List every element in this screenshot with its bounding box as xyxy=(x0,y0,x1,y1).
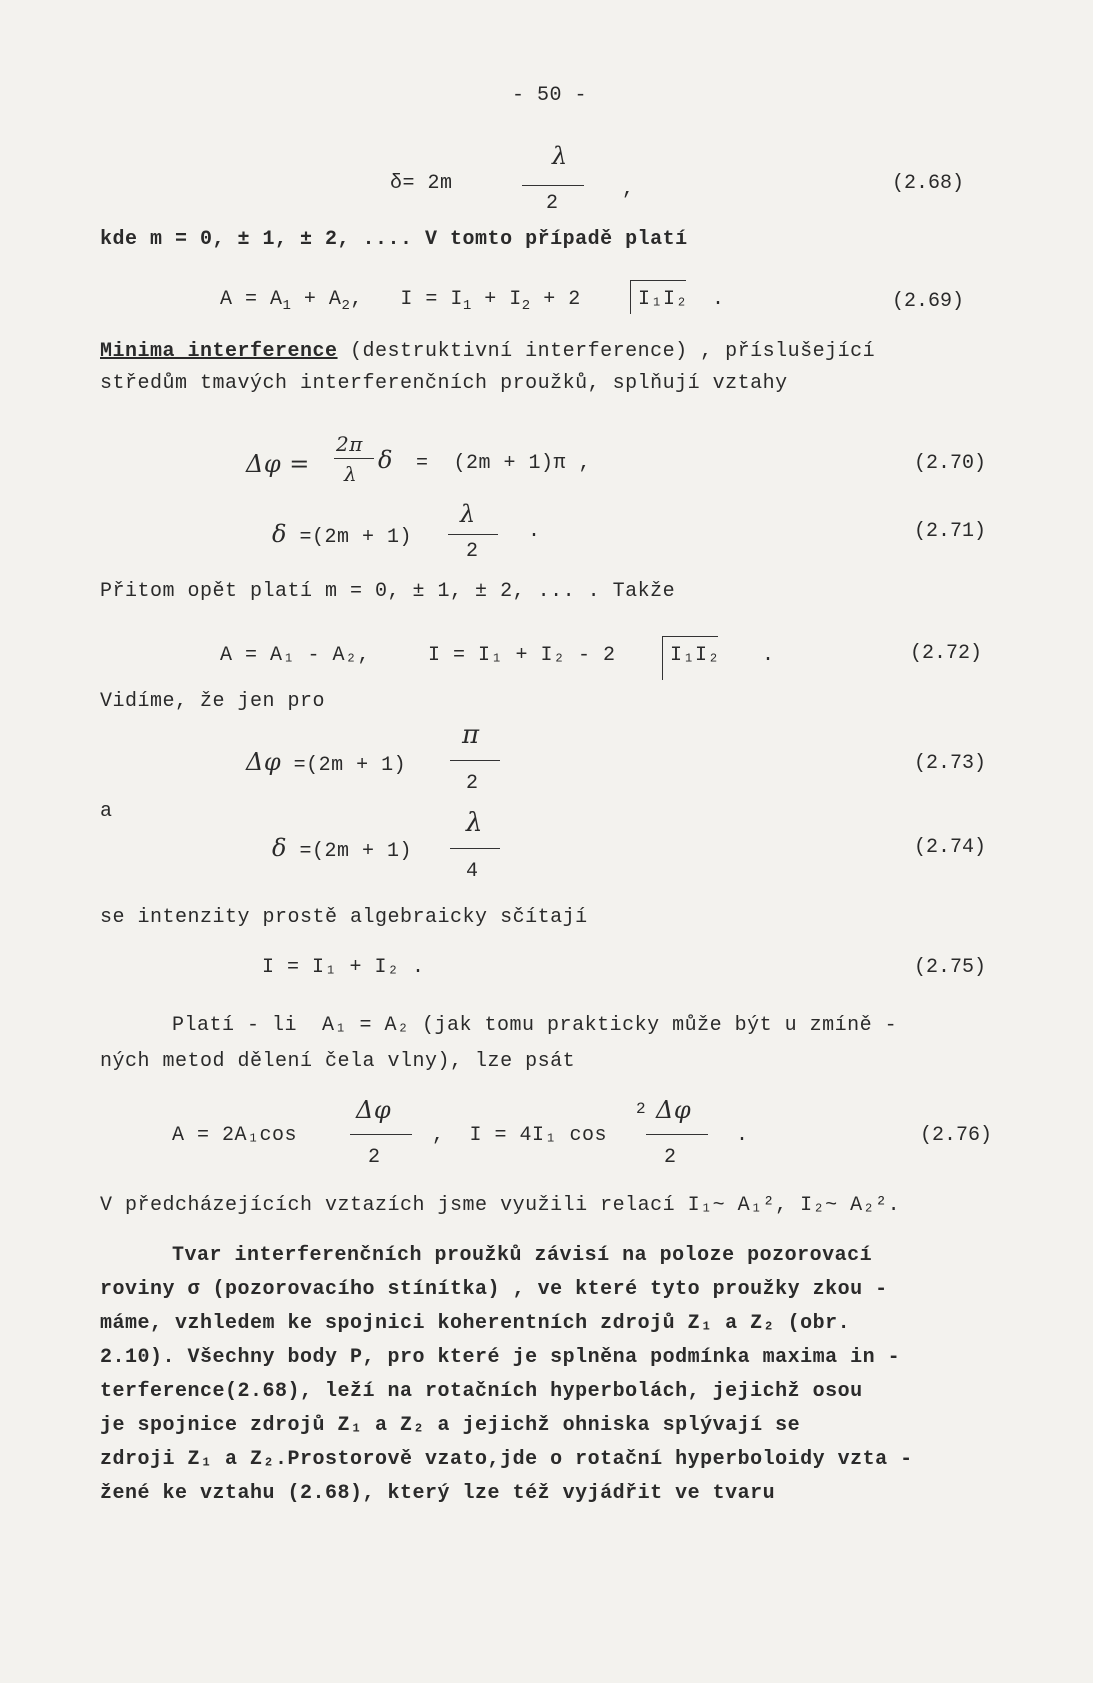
paragraph-line-5: terference(2.68), leží na rotačních hyperbolách, jejichž osou xyxy=(100,1380,863,1403)
eq73-fraction-line xyxy=(450,760,500,761)
text-line-pritom: Přitom opět platí m = 0, ± 1, ± 2, ... . Takže xyxy=(100,580,676,603)
paragraph-line-2: roviny σ (pozorovacího stínítka) , ve které tyto proužky zkou - xyxy=(100,1278,888,1301)
eq69-amplitude: $A = A_1 + A_2$, $I = I_1 + I_2 + 2$ xyxy=(220,288,581,314)
eq73-lhs: Δφ =(2m + 1) xyxy=(246,748,407,777)
text-line-stredum: středům tmavých interferenčních proužků, splňují vztahy xyxy=(100,372,788,395)
eq71-lhs: δ =(2m + 1) xyxy=(272,520,412,549)
text-line-vidime: Vidíme, že jen pro xyxy=(100,690,326,713)
eq72-sqrt-sign xyxy=(662,636,663,680)
eq74-numerator: λ xyxy=(466,808,483,838)
eq68-number: (2.68) xyxy=(892,172,965,195)
paragraph-line-3: máme, vzhledem ke spojnici koherentních zdrojů Z₁ a Z₂ (obr. xyxy=(100,1312,851,1335)
text-line-kde: kde m = 0, ± 1, ± 2, .... V tomto případě platí xyxy=(100,228,688,251)
text-line-minima: Minima interference (destruktivní interference) , příslušející xyxy=(100,340,876,363)
eq76-end: . xyxy=(736,1124,749,1147)
eq71-denominator: 2 xyxy=(466,540,479,563)
paragraph-line-1: Tvar interferenčních proužků závisí na poloze pozorovací xyxy=(172,1244,873,1267)
paragraph-line-4: 2.10). Všechny body P, pro které je splněna podmínka maxima in - xyxy=(100,1346,901,1369)
eq72-amplitude: A = A₁ - A₂, xyxy=(220,644,371,667)
eq70-fraction-line xyxy=(334,458,374,459)
eq70-denominator: λ xyxy=(344,462,358,486)
eq68-denominator: 2 xyxy=(546,192,559,215)
eq72-sqrt-content: I₁I₂ xyxy=(670,644,721,667)
eq76-fraction-line1 xyxy=(350,1134,412,1135)
text-line-plati-li: Platí - li A₁ = A₂ (jak tomu prakticky může být u zmíně - xyxy=(172,1014,898,1037)
eq68-numerator: λ xyxy=(552,142,568,170)
page-number: - 50 - xyxy=(512,84,588,107)
eq76-number: (2.76) xyxy=(920,1124,993,1147)
eq68-comma: , xyxy=(622,178,635,201)
eq76-square: 2 xyxy=(636,1100,647,1118)
eq73-numerator: π xyxy=(462,720,480,750)
eq76-intensity: , I = 4I₁ cos xyxy=(432,1124,608,1147)
eq70-rhs: = (2m + 1)π , xyxy=(416,452,592,475)
eq74-number: (2.74) xyxy=(914,836,987,859)
eq71-number: (2.71) xyxy=(914,520,987,543)
eq68-lhs: δ= 2m xyxy=(390,172,453,195)
text-line-se-intenzity: se intenzity prostě algebraicky sčítají xyxy=(100,906,588,929)
paragraph-line-6: je spojnice zdrojů Z₁ a Z₂ a jejichž ohniska splývají se xyxy=(100,1414,801,1437)
text-line-predchazejicich: V předcházejících vztazích jsme využili relací I₁~ A₁², I₂~ A₂². xyxy=(100,1194,901,1217)
eq71-end: . xyxy=(528,520,541,543)
eq68-fraction-line xyxy=(522,185,584,186)
eq70-lhs: Δφ = xyxy=(246,450,310,478)
eq73-number: (2.73) xyxy=(914,752,987,775)
eq69-sqrt-bar xyxy=(630,280,686,281)
eq69-end: . xyxy=(712,288,725,311)
eq76-numerator1: Δφ xyxy=(356,1096,392,1124)
eq76-fraction-line2 xyxy=(646,1134,708,1135)
eq71-numerator: λ xyxy=(460,500,476,528)
eq72-number: (2.72) xyxy=(910,642,983,665)
eq74-denominator: 4 xyxy=(466,860,479,883)
eq75-number: (2.75) xyxy=(914,956,987,979)
eq74-lhs: δ =(2m + 1) xyxy=(272,834,412,863)
eq70-delta: δ xyxy=(378,446,393,474)
eq76-denominator2: 2 xyxy=(664,1146,677,1169)
eq72-sqrt-bar xyxy=(662,636,718,637)
eq69-number: (2.69) xyxy=(892,290,965,313)
paragraph-line-8: žené ke vztahu (2.68), který lze též vyjádřit ve tvaru xyxy=(100,1482,776,1505)
eq76-denominator1: 2 xyxy=(368,1146,381,1169)
eq76-numerator2: Δφ xyxy=(656,1096,692,1124)
paragraph-line-7: zdroji Z₁ a Z₂.Prostorově vzato,jde o rotační hyperboloidy vzta - xyxy=(100,1448,913,1471)
text-line-nych: ných metod dělení čela vlny), lze psát xyxy=(100,1050,576,1073)
eq76-amplitude: A = 2A₁cos xyxy=(172,1124,298,1147)
eq73-denominator: 2 xyxy=(466,772,479,795)
eq72-end: . xyxy=(762,644,775,667)
eq70-numerator: 2π xyxy=(336,432,363,456)
eq74-fraction-line xyxy=(450,848,500,849)
eq75: I = I₁ + I₂ . xyxy=(262,956,425,979)
eq71-fraction-line xyxy=(448,534,498,535)
eq69-sqrt-content: I₁I₂ xyxy=(638,288,689,311)
eq70-number: (2.70) xyxy=(914,452,987,475)
eq69-sqrt-sign xyxy=(630,280,631,314)
text-word-a: a xyxy=(100,800,113,823)
eq72-intensity: I = I₁ + I₂ - 2 xyxy=(428,644,616,667)
